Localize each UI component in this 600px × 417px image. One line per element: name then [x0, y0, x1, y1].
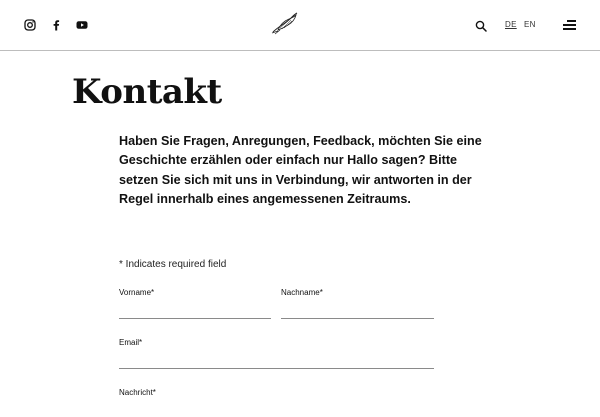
nachricht-label: Nachricht*: [119, 388, 156, 397]
nachname-field[interactable]: [281, 318, 434, 319]
language-de-link[interactable]: DE: [505, 20, 517, 29]
bird-logo-icon[interactable]: [270, 11, 300, 35]
email-field[interactable]: [119, 368, 434, 369]
instagram-icon[interactable]: [24, 18, 36, 30]
language-en-link[interactable]: EN: [524, 20, 536, 29]
vorname-field[interactable]: [119, 318, 271, 319]
required-field-note: * Indicates required field: [119, 259, 227, 270]
email-label: Email*: [119, 338, 143, 347]
nachname-label: Nachname*: [281, 288, 323, 297]
social-links: [24, 18, 102, 30]
youtube-icon[interactable]: [76, 18, 88, 30]
page-title: Kontakt: [72, 72, 222, 112]
site-header: [0, 0, 600, 51]
facebook-icon[interactable]: [50, 18, 62, 30]
intro-text: Haben Sie Fragen, Anregungen, Feedback, möchten Sie eine Geschichte erzählen oder einfach nur Hallo sagen? Bitte setzen Sie sich mit uns in Verbindung, wir antworten in der Regel innerhalb eines angemessenen Zeitraums.: [119, 134, 482, 206]
hamburger-menu-icon[interactable]: [563, 19, 576, 30]
search-icon[interactable]: [475, 19, 487, 31]
vorname-label: Vorname*: [119, 288, 155, 297]
